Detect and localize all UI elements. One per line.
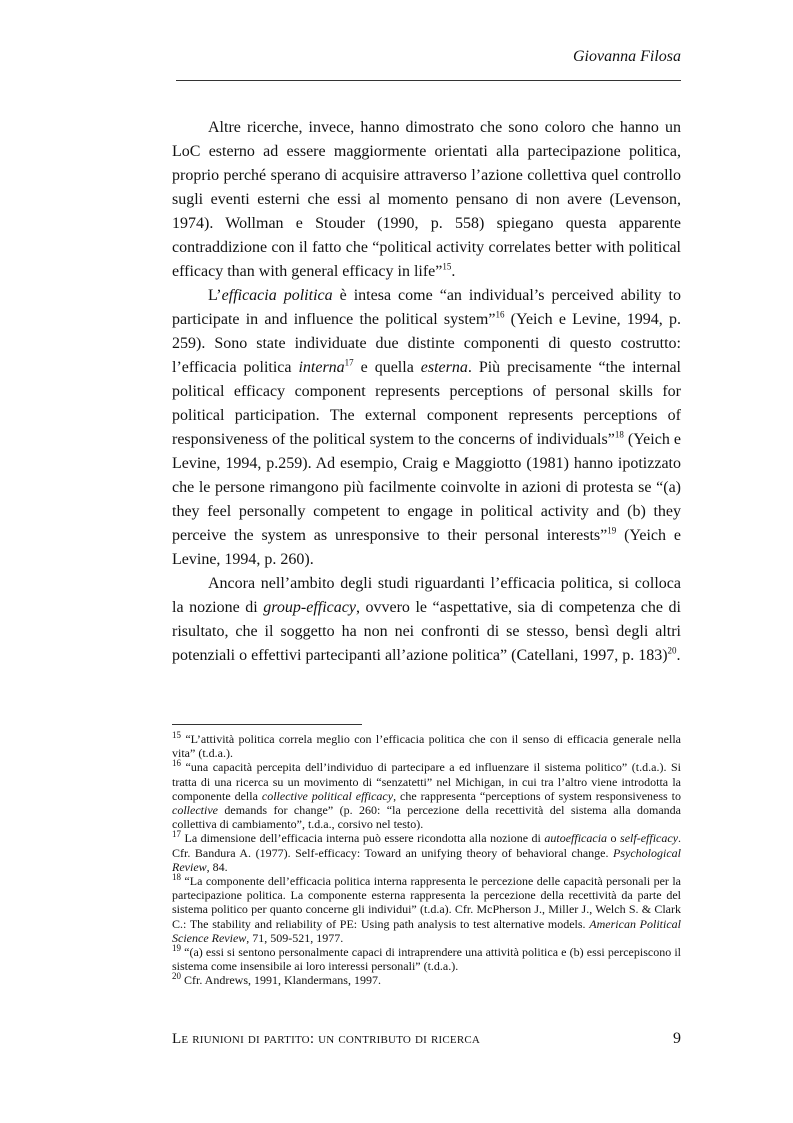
body-text <box>172 116 681 668</box>
footnote-17-italic-self-efficacy: self-efficacy <box>620 831 679 846</box>
paragraph-3-d: . <box>676 647 681 664</box>
paragraph-1-tail: . <box>451 263 456 280</box>
footnote-18-number: 18 <box>172 872 181 883</box>
paragraph-1 <box>172 116 681 284</box>
footnote-17-a: La dimensione dell’efficacia interna può essere ricondotta alla nozione di <box>181 831 545 846</box>
footnote-19 <box>172 945 681 973</box>
footnote-15-text: “L’attività politica correla meglio con l’efficacia politica che con il senso di efficacia generale nella vita” (t.d.a.). <box>172 732 681 761</box>
page-number: 9 <box>673 1030 681 1047</box>
footnote-17-g: , 84. <box>206 859 228 874</box>
footnote-17-italic-autoefficacia: autoefficacia <box>544 831 608 846</box>
footnote-16-italic-term: collective political efficacy <box>261 788 394 803</box>
page-footer <box>172 1030 681 1048</box>
paragraph-3-c: , ovvero le “aspettative, sia di competenza che di risultato, che il soggetto ha non nei confronti di se stesso, bensì degli altri potenziali o effettivi partecipanti all’azione politica” (Catellani, 1997, p. 183) <box>172 599 681 664</box>
footnote-ref-18[interactable]: 18 <box>614 429 624 440</box>
term-efficacia-politica: efficacia politica <box>221 287 333 304</box>
paragraph-1-text: Altre ricerche, invece, hanno dimostrato che sono coloro che hanno un LoC esterno ad essere maggiormente orientati alla partecipazione politica, proprio perché sperano di acquisire attraverso l’azione collettiva quel controllo sugli eventi esterni che essi al momento pensano di non avere (Levenson, 1974). Wollman e Stouder (1990, p. 558) spiegano questa apparente contraddizione con il fatto che “political activity correlates better with political efficacy than with general efficacy in life” <box>172 119 681 280</box>
footnote-17-e: . Cfr. Bandura A. (1977). Self-efficacy: Toward an unifying theory of behavioral change. <box>172 831 682 860</box>
footnotes <box>172 732 681 988</box>
footnote-ref-20[interactable]: 20 <box>667 645 677 656</box>
paragraph-2-c: è intesa come “an individual’s perceived ability to participate in and influence the political system” <box>172 287 682 328</box>
paragraph-2-a: L’ <box>208 287 222 304</box>
footnote-ref-17[interactable]: 17 <box>344 357 354 368</box>
footnote-20-number: 20 <box>172 971 181 982</box>
footnote-20-text: Cfr. Andrews, 1991, Klandermans, 1997. <box>181 973 381 988</box>
header-rule <box>176 80 681 81</box>
paragraph-2-j: (Yeich e Levine, 1994, p. 260). <box>172 527 681 568</box>
paragraph-2-d: (Yeich e Levine, 1994, p. 259). Sono state individuate due distinte componenti di questo costrutto: l’efficacia politica <box>172 311 682 376</box>
footnote-18 <box>172 874 681 945</box>
footnote-rule <box>172 724 362 725</box>
footnote-ref-16[interactable]: 16 <box>495 309 505 320</box>
footnote-16-e: demands for change” (p. 260: “la percezione della recettività del sistema alla domanda collettiva di cambiamento”, t.d.a., corsivo nel testo). <box>172 803 681 832</box>
paragraph-2-h: . Più precisamente “the internal political efficacy component represents perceptions of personal skills for political participation. The external component represents perceptions of responsiveness of the political system to the concerns of individuals” <box>172 359 681 448</box>
footnote-15 <box>172 732 681 760</box>
footnote-17-c: o <box>607 831 621 846</box>
footnote-17-italic-journal: Psychological Review <box>172 845 681 874</box>
footnote-16-a: “una capacità percepita dell’individuo di partecipare a ed influenzare il sistema politico” (t.d.a.). Si tratta di una ricerca su un movimento di “senzatetti” nel Michigan, in cui tra l’altro viene introdotta la componente della <box>172 760 681 803</box>
footnote-16-number: 16 <box>172 758 181 769</box>
running-head-author: Giovanna Filosa <box>573 48 681 65</box>
footnote-ref-19[interactable]: 19 <box>607 525 617 536</box>
paragraph-2-i: (Yeich e Levine, 1994, p.259). Ad esempio, Craig e Maggiotto (1981) hanno ipotizzato che le persone rimangono più facilmente coinvolte in azioni di protesta se “(a) they feel personally competent to engage in political activity and (b) they perceive the system as unresponsive to their personal interests” <box>172 431 682 544</box>
paragraph-3-a: Ancora nell’ambito degli studi riguardanti l’efficacia politica, si colloca la nozione di <box>172 575 681 616</box>
footnote-16-c: , che rappresenta “perceptions of system responsiveness to <box>393 788 682 803</box>
footnote-18-c: , 71, 509-521, 1977. <box>246 930 344 945</box>
footnote-17 <box>172 831 681 874</box>
footnote-18-a: “La componente dell’efficacia politica interna rappresenta le percezione delle capacità personali per la partecipazione politica. La componente esterna rappresenta la percezione della recettività da parte del sistema politico per quanto concerne gli individui” (t.d.a). Cfr. McPherson J., Miller J., Welch S. & Clark C.: The stability and reliability of PE: Using path analysis to test alternative models. <box>172 874 681 931</box>
footnote-18-italic-journal: American Political Science Review <box>172 916 682 945</box>
footnote-15-number: 15 <box>172 730 181 740</box>
paragraph-3 <box>172 572 681 668</box>
footnote-19-number: 19 <box>172 943 181 954</box>
footnote-17-number: 17 <box>172 829 181 840</box>
footnote-ref-15[interactable]: 15 <box>442 261 452 272</box>
term-group-efficacy: group-efficacy <box>263 599 356 616</box>
footnote-19-text: “(a) essi si sentono personalmente capaci di intraprendere una attività politica e (b) essi percepiscono il sistema come insensibile ai loro interessi personali” (t.d.a.). <box>172 945 681 974</box>
term-esterna: esterna <box>420 359 468 376</box>
running-foot-title: Le riunioni di partito: un contributo di ricerca <box>172 1031 481 1047</box>
footnote-16-italic-collective: collective <box>172 803 218 818</box>
paragraph-2 <box>172 284 681 572</box>
footnote-20 <box>172 973 681 987</box>
term-interna: interna <box>298 359 345 376</box>
footnote-16 <box>172 760 681 831</box>
paragraph-2-f: e quella <box>353 359 421 376</box>
